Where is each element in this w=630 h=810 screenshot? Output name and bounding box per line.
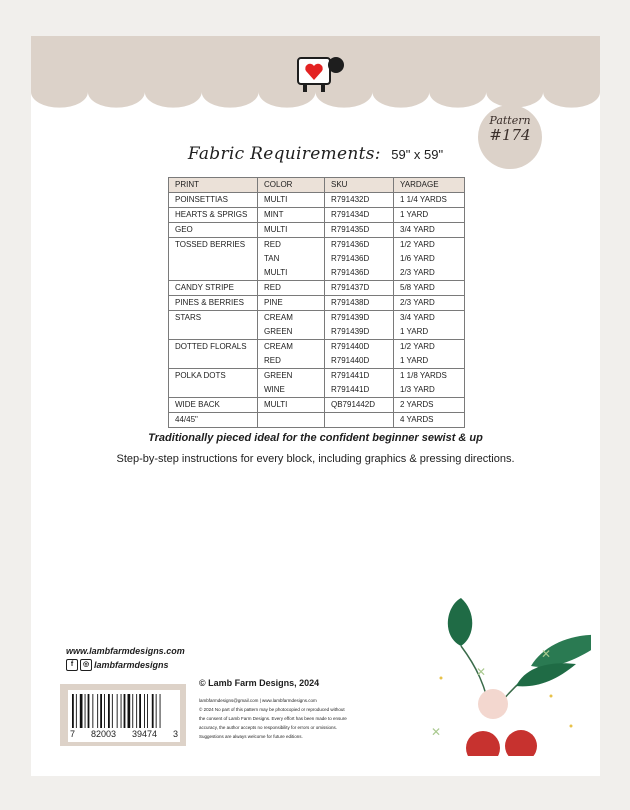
barcode-digit-group: 7 bbox=[70, 729, 76, 739]
social-handle[interactable] bbox=[66, 659, 169, 671]
table-cell-sku: R791440D bbox=[325, 354, 394, 369]
barcode-digit-group: 82003 bbox=[90, 729, 117, 739]
table-cell-print: CANDY STRIPE bbox=[169, 281, 258, 296]
barcode-digit-group: 39474 bbox=[131, 729, 158, 739]
fine-print-line: the consent of Lamb Farm Designs. Every effort has been made to ensure bbox=[199, 716, 347, 721]
facebook-icon[interactable]: f bbox=[66, 659, 78, 671]
table-cell-yardage: 1/3 YARD bbox=[394, 383, 465, 398]
pattern-badge-number: #174 bbox=[489, 126, 531, 144]
pattern-badge-text bbox=[475, 114, 545, 143]
table-cell-color: RED bbox=[258, 354, 325, 369]
quilt-size: 59" x 59" bbox=[391, 147, 444, 162]
table-row bbox=[169, 325, 465, 340]
table-cell-yardage: 2/3 YARD bbox=[394, 296, 465, 311]
table-row bbox=[169, 383, 465, 398]
table-cell-color: RED bbox=[258, 281, 325, 296]
table-row bbox=[169, 238, 465, 253]
table-cell-yardage: 1 YARD bbox=[394, 208, 465, 223]
table-cell-yardage: 1 1/4 YARDS bbox=[394, 193, 465, 208]
table-cell-print: 44/45" bbox=[169, 413, 258, 428]
table-cell-print bbox=[169, 266, 258, 281]
table-row bbox=[169, 208, 465, 223]
fine-print-line: © 2024 No part of this pattern may be photocopied or reproduced without bbox=[199, 707, 345, 712]
table-cell-yardage: 1/2 YARD bbox=[394, 238, 465, 253]
table-cell-color: MULTI bbox=[258, 266, 325, 281]
barcode-digit-group: 3 bbox=[172, 729, 178, 739]
table-cell-sku: R791439D bbox=[325, 311, 394, 326]
table-cell-color: GREEN bbox=[258, 369, 325, 384]
table-cell-sku: R791441D bbox=[325, 383, 394, 398]
table-cell-print: DOTTED FLORALS bbox=[169, 340, 258, 355]
table-cell-sku: R791434D bbox=[325, 208, 394, 223]
pattern-badge-label: Pattern bbox=[489, 114, 531, 127]
fine-print bbox=[199, 696, 414, 741]
svg-text:✕: ✕ bbox=[541, 647, 552, 661]
table-cell-sku: R791438D bbox=[325, 296, 394, 311]
table-cell-color: CREAM bbox=[258, 340, 325, 355]
table-row bbox=[169, 193, 465, 208]
table-cell-yardage: 1 1/8 YARDS bbox=[394, 369, 465, 384]
table-cell-print: GEO bbox=[169, 223, 258, 238]
table-cell-sku: R791436D bbox=[325, 238, 394, 253]
table-cell-sku: R791435D bbox=[325, 223, 394, 238]
table-header-row bbox=[169, 178, 465, 193]
table-row bbox=[169, 281, 465, 296]
table-row bbox=[169, 296, 465, 311]
barcode-digits bbox=[68, 729, 180, 739]
svg-text:✕: ✕ bbox=[476, 665, 487, 679]
table-cell-print bbox=[169, 354, 258, 369]
table-cell-print: HEARTS & SPRIGS bbox=[169, 208, 258, 223]
fabric-requirements-heading bbox=[31, 144, 600, 164]
berry-leaf-illustration bbox=[421, 586, 591, 756]
table-cell-yardage: 3/4 YARD bbox=[394, 223, 465, 238]
table-cell-sku: R791436D bbox=[325, 252, 394, 266]
table-cell-color: CREAM bbox=[258, 311, 325, 326]
table-cell-yardage: 4 YARDS bbox=[394, 413, 465, 428]
table-cell-yardage: 1 YARD bbox=[394, 325, 465, 340]
table-row bbox=[169, 266, 465, 281]
pattern-back-cover bbox=[31, 36, 600, 776]
red-berry bbox=[466, 731, 500, 756]
table-row bbox=[169, 252, 465, 266]
fabric-requirements-title: Fabric Requirements: bbox=[187, 144, 381, 164]
copyright-line: © Lamb Farm Designs, 2024 bbox=[199, 678, 320, 688]
table-row bbox=[169, 398, 465, 413]
table-row bbox=[169, 413, 465, 428]
table-cell-yardage: 1 YARD bbox=[394, 354, 465, 369]
pale-berry bbox=[478, 689, 508, 719]
table-cell-yardage: 3/4 YARD bbox=[394, 311, 465, 326]
table-cell-sku: R791432D bbox=[325, 193, 394, 208]
table-cell-color: MULTI bbox=[258, 398, 325, 413]
table-row bbox=[169, 340, 465, 355]
table-cell-print: POINSETTIAS bbox=[169, 193, 258, 208]
table-cell-color: WINE bbox=[258, 383, 325, 398]
instructions-note: Step-by-step instructions for every block, including graphics & pressing directions. bbox=[116, 453, 515, 465]
skill-level-tagline: Traditionally pieced ideal for the confident beginner sewist & up bbox=[148, 432, 483, 444]
table-cell-color: MULTI bbox=[258, 223, 325, 238]
table-row bbox=[169, 369, 465, 384]
table-cell-sku: R791441D bbox=[325, 369, 394, 384]
table-cell-color: PINE bbox=[258, 296, 325, 311]
fine-print-line: lambfarmdesigns@gmail.com | www.lambfarmdesigns.com bbox=[199, 698, 317, 703]
website-link[interactable]: www.lambfarmdesigns.com bbox=[66, 646, 185, 656]
fine-print-line: Suggestions are always welcome for future editions. bbox=[199, 734, 303, 739]
table-cell-color: GREEN bbox=[258, 325, 325, 340]
table-cell-color: MULTI bbox=[258, 193, 325, 208]
table-cell-color bbox=[258, 413, 325, 428]
header-yardage: YARDAGE bbox=[394, 178, 465, 193]
lamb-logo-icon bbox=[296, 54, 348, 96]
table-cell-print: PINES & BERRIES bbox=[169, 296, 258, 311]
table-cell-print bbox=[169, 383, 258, 398]
table-cell-sku: R791436D bbox=[325, 266, 394, 281]
fabric-requirements-table bbox=[168, 177, 465, 428]
leaf-shape bbox=[516, 663, 576, 686]
table-cell-color: MINT bbox=[258, 208, 325, 223]
header-color: COLOR bbox=[258, 178, 325, 193]
table-cell-yardage: 5/8 YARD bbox=[394, 281, 465, 296]
table-cell-print bbox=[169, 252, 258, 266]
social-handle-text: lambfarmdesigns bbox=[94, 660, 169, 670]
fine-print-line: accuracy, the author accepts no responsibility for errors or omissions. bbox=[199, 725, 337, 730]
table-row bbox=[169, 354, 465, 369]
instagram-icon[interactable]: ◎ bbox=[80, 659, 92, 671]
table-cell-print bbox=[169, 325, 258, 340]
leaf-shape bbox=[448, 598, 472, 646]
header-print: PRINT bbox=[169, 178, 258, 193]
table-cell-print: STARS bbox=[169, 311, 258, 326]
table-cell-color: TAN bbox=[258, 252, 325, 266]
table-cell-sku: R791437D bbox=[325, 281, 394, 296]
table-cell-sku: R791440D bbox=[325, 340, 394, 355]
table-cell-sku: QB791442D bbox=[325, 398, 394, 413]
table-cell-print: WIDE BACK bbox=[169, 398, 258, 413]
header-sku: SKU bbox=[325, 178, 394, 193]
svg-text:✕: ✕ bbox=[431, 725, 442, 739]
table-cell-sku: R791439D bbox=[325, 325, 394, 340]
table-row bbox=[169, 311, 465, 326]
table-row bbox=[169, 223, 465, 238]
table-cell-yardage: 1/6 YARD bbox=[394, 252, 465, 266]
table-cell-yardage: 1/2 YARD bbox=[394, 340, 465, 355]
red-berry bbox=[505, 730, 537, 756]
table-cell-yardage: 2/3 YARD bbox=[394, 266, 465, 281]
table-cell-sku bbox=[325, 413, 394, 428]
leaf-shape bbox=[531, 635, 591, 667]
table-cell-print: POLKA DOTS bbox=[169, 369, 258, 384]
table-cell-color: RED bbox=[258, 238, 325, 253]
table-cell-print: TOSSED BERRIES bbox=[169, 238, 258, 253]
table-cell-yardage: 2 YARDS bbox=[394, 398, 465, 413]
